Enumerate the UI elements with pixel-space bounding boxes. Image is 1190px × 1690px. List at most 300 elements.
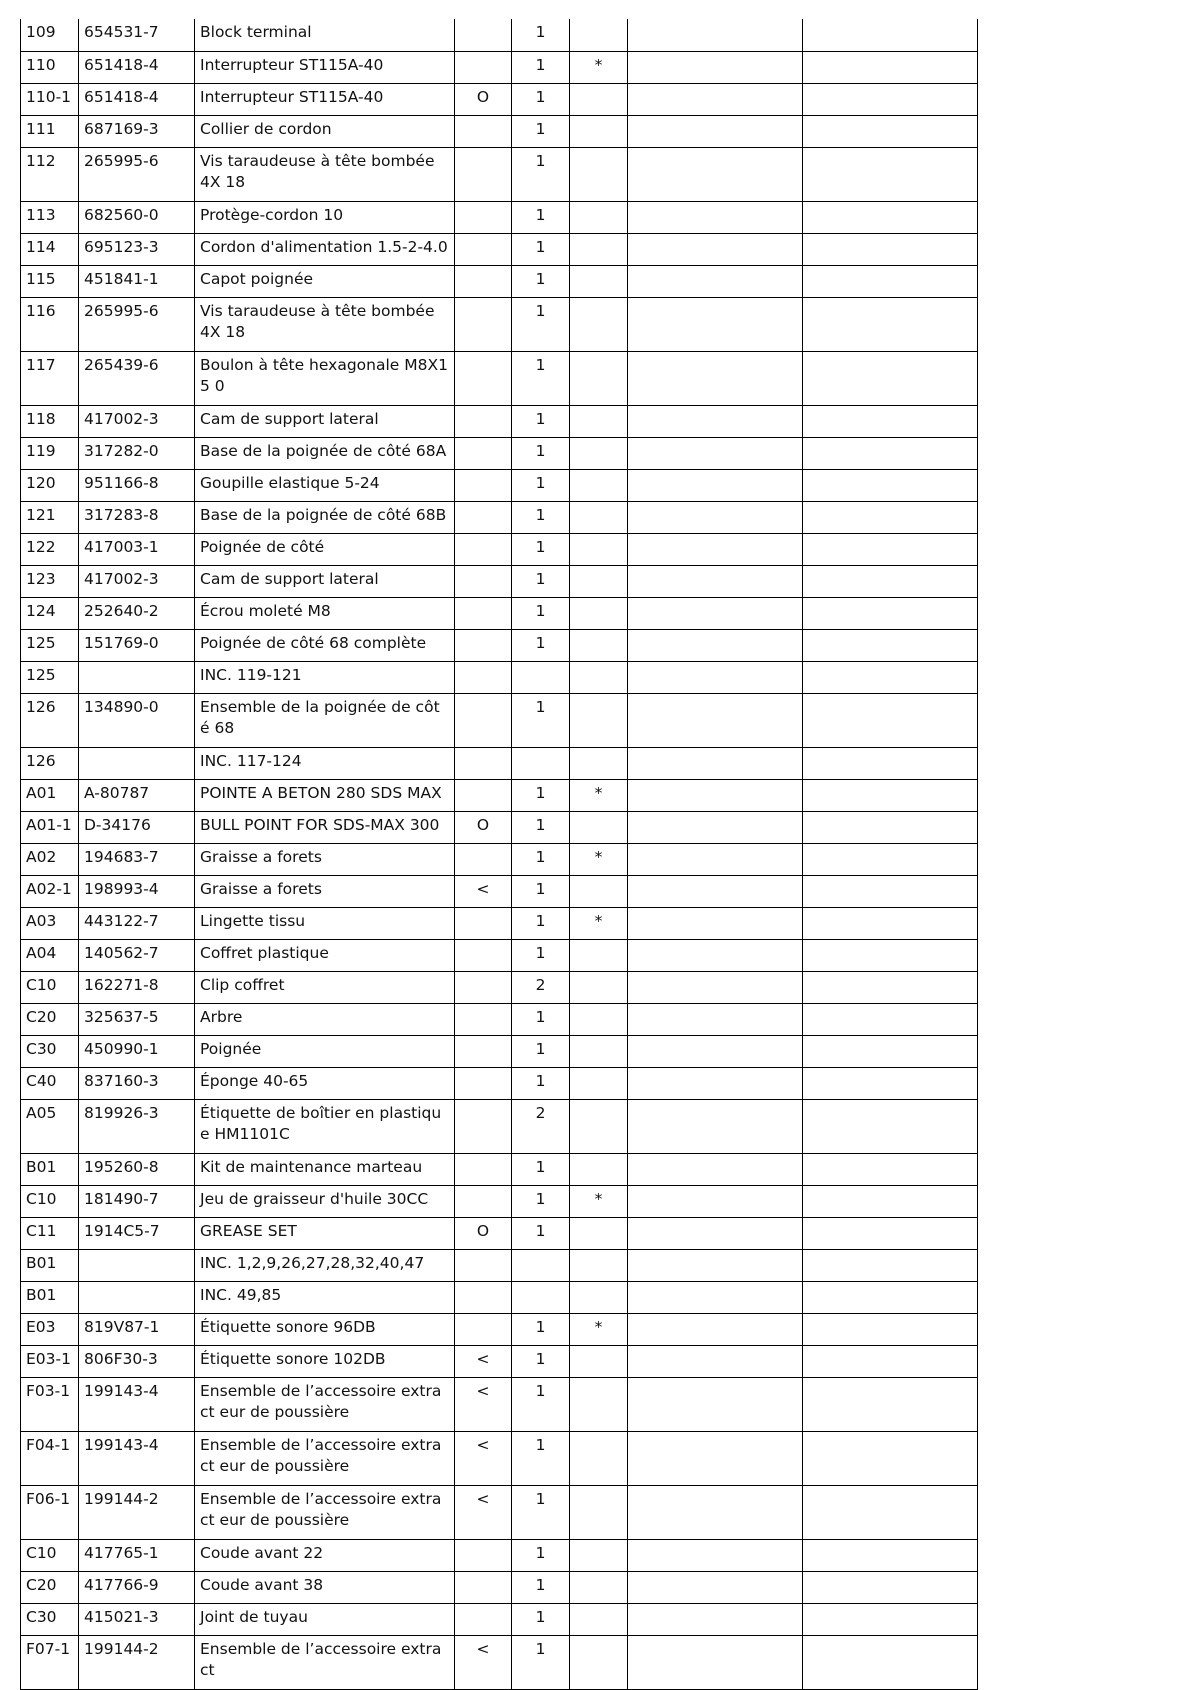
empty-cell — [628, 201, 803, 233]
quantity-cell: 1 — [512, 565, 570, 597]
item-number-cell: 125 — [21, 629, 79, 661]
empty-cell — [628, 1485, 803, 1539]
marker-cell: O — [455, 811, 512, 843]
note-cell — [570, 661, 628, 693]
item-number-cell: 112 — [21, 147, 79, 201]
marker-cell — [455, 747, 512, 779]
empty-cell — [803, 147, 978, 201]
empty-cell — [628, 233, 803, 265]
note-cell — [570, 351, 628, 405]
item-number-cell: C30 — [21, 1035, 79, 1067]
item-number-cell: C10 — [21, 971, 79, 1003]
table-row — [21, 1217, 978, 1249]
item-number-cell: 126 — [21, 747, 79, 779]
empty-cell — [803, 533, 978, 565]
quantity-cell: 1 — [512, 1539, 570, 1571]
description-cell: Coude avant 22 — [195, 1539, 455, 1571]
table-row — [21, 469, 978, 501]
note-cell — [570, 747, 628, 779]
description-cell: Éponge 40-65 — [195, 1067, 455, 1099]
empty-cell — [803, 779, 978, 811]
table-row — [21, 351, 978, 405]
part-number-cell: 195260-8 — [79, 1153, 195, 1185]
note-cell — [570, 1431, 628, 1485]
note-cell — [570, 1035, 628, 1067]
empty-cell — [628, 1539, 803, 1571]
table-row — [21, 907, 978, 939]
item-number-cell: B01 — [21, 1249, 79, 1281]
part-number-cell: 265995-6 — [79, 297, 195, 351]
empty-cell — [803, 1067, 978, 1099]
empty-cell — [803, 83, 978, 115]
item-number-cell: 114 — [21, 233, 79, 265]
quantity-cell: 1 — [512, 693, 570, 747]
item-number-cell: A04 — [21, 939, 79, 971]
empty-cell — [803, 501, 978, 533]
marker-cell — [455, 661, 512, 693]
description-cell: Graisse a forets — [195, 875, 455, 907]
note-cell: * — [570, 843, 628, 875]
quantity-cell — [512, 1281, 570, 1313]
quantity-cell: 1 — [512, 533, 570, 565]
item-number-cell: 126 — [21, 693, 79, 747]
empty-cell — [628, 501, 803, 533]
empty-cell — [803, 693, 978, 747]
empty-cell — [628, 747, 803, 779]
parts-table-body — [21, 19, 978, 1689]
empty-cell — [628, 1249, 803, 1281]
empty-cell — [803, 939, 978, 971]
part-number-cell: D-34176 — [79, 811, 195, 843]
empty-cell — [628, 1313, 803, 1345]
part-number-cell: 325637-5 — [79, 1003, 195, 1035]
item-number-cell: A01-1 — [21, 811, 79, 843]
description-cell: Étiquette sonore 96DB — [195, 1313, 455, 1345]
description-cell: Vis taraudeuse à tête bombée 4X 18 — [195, 147, 455, 201]
marker-cell: < — [455, 1377, 512, 1431]
marker-cell — [455, 405, 512, 437]
empty-cell — [803, 1539, 978, 1571]
empty-cell — [803, 1217, 978, 1249]
table-row — [21, 1635, 978, 1689]
table-row — [21, 971, 978, 1003]
table-row — [21, 1485, 978, 1539]
marker-cell: < — [455, 875, 512, 907]
note-cell — [570, 201, 628, 233]
item-number-cell: A01 — [21, 779, 79, 811]
empty-cell — [628, 469, 803, 501]
empty-cell — [803, 1635, 978, 1689]
marker-cell — [455, 779, 512, 811]
description-cell: Interrupteur ST115A-40 — [195, 83, 455, 115]
empty-cell — [628, 147, 803, 201]
description-cell: Poignée de côté 68 complète — [195, 629, 455, 661]
description-cell: GREASE SET — [195, 1217, 455, 1249]
part-number-cell: 140562-7 — [79, 939, 195, 971]
quantity-cell: 1 — [512, 501, 570, 533]
table-row — [21, 1345, 978, 1377]
part-number-cell: 181490-7 — [79, 1185, 195, 1217]
empty-cell — [628, 1067, 803, 1099]
part-number-cell: 417002-3 — [79, 405, 195, 437]
table-row — [21, 811, 978, 843]
quantity-cell: 1 — [512, 1485, 570, 1539]
empty-cell — [803, 265, 978, 297]
note-cell — [570, 405, 628, 437]
table-row — [21, 779, 978, 811]
empty-cell — [803, 661, 978, 693]
quantity-cell: 1 — [512, 1571, 570, 1603]
empty-cell — [628, 971, 803, 1003]
parts-table — [20, 19, 978, 1690]
note-cell — [570, 811, 628, 843]
description-cell: INC. 119-121 — [195, 661, 455, 693]
marker-cell: < — [455, 1431, 512, 1485]
item-number-cell: C20 — [21, 1003, 79, 1035]
table-row — [21, 1313, 978, 1345]
empty-cell — [628, 1635, 803, 1689]
note-cell — [570, 1099, 628, 1153]
quantity-cell: 1 — [512, 1313, 570, 1345]
note-cell — [570, 297, 628, 351]
part-number-cell: 199144-2 — [79, 1635, 195, 1689]
quantity-cell: 1 — [512, 1217, 570, 1249]
table-row — [21, 843, 978, 875]
marker-cell — [455, 533, 512, 565]
note-cell: * — [570, 1313, 628, 1345]
description-cell: Poignée — [195, 1035, 455, 1067]
empty-cell — [628, 1571, 803, 1603]
item-number-cell: 117 — [21, 351, 79, 405]
item-number-cell: F04-1 — [21, 1431, 79, 1485]
part-number-cell: 199143-4 — [79, 1431, 195, 1485]
marker-cell — [455, 1249, 512, 1281]
quantity-cell: 1 — [512, 351, 570, 405]
quantity-cell: 1 — [512, 939, 570, 971]
empty-cell — [628, 1377, 803, 1431]
part-number-cell: 819926-3 — [79, 1099, 195, 1153]
empty-cell — [803, 1099, 978, 1153]
empty-cell — [628, 779, 803, 811]
description-cell: Ensemble de l’accessoire extract eur de poussière — [195, 1431, 455, 1485]
part-number-cell: 451841-1 — [79, 265, 195, 297]
description-cell: Joint de tuyau — [195, 1603, 455, 1635]
description-cell: Protège-cordon 10 — [195, 201, 455, 233]
marker-cell: O — [455, 83, 512, 115]
description-cell: Base de la poignée de côté 68A — [195, 437, 455, 469]
part-number-cell: 417766-9 — [79, 1571, 195, 1603]
note-cell — [570, 115, 628, 147]
quantity-cell: 1 — [512, 147, 570, 201]
part-number-cell — [79, 1249, 195, 1281]
item-number-cell: 118 — [21, 405, 79, 437]
empty-cell — [803, 1603, 978, 1635]
table-row — [21, 1377, 978, 1431]
quantity-cell: 1 — [512, 297, 570, 351]
note-cell — [570, 597, 628, 629]
empty-cell — [628, 661, 803, 693]
marker-cell — [455, 19, 512, 51]
empty-cell — [628, 265, 803, 297]
table-row — [21, 747, 978, 779]
empty-cell — [628, 351, 803, 405]
marker-cell — [455, 1603, 512, 1635]
quantity-cell: 1 — [512, 907, 570, 939]
marker-cell: < — [455, 1485, 512, 1539]
part-number-cell — [79, 661, 195, 693]
description-cell: Base de la poignée de côté 68B — [195, 501, 455, 533]
empty-cell — [803, 1377, 978, 1431]
marker-cell — [455, 1099, 512, 1153]
description-cell: Ensemble de l’accessoire extract eur de poussière — [195, 1377, 455, 1431]
note-cell — [570, 939, 628, 971]
item-number-cell: B01 — [21, 1153, 79, 1185]
table-row — [21, 533, 978, 565]
description-cell: Étiquette de boîtier en plastique HM1101C — [195, 1099, 455, 1153]
marker-cell — [455, 265, 512, 297]
note-cell — [570, 83, 628, 115]
description-cell: BULL POINT FOR SDS-MAX 300 — [195, 811, 455, 843]
description-cell: Arbre — [195, 1003, 455, 1035]
marker-cell — [455, 565, 512, 597]
part-number-cell: 951166-8 — [79, 469, 195, 501]
quantity-cell: 1 — [512, 1153, 570, 1185]
part-number-cell: 199143-4 — [79, 1377, 195, 1431]
empty-cell — [628, 1099, 803, 1153]
item-number-cell: F07-1 — [21, 1635, 79, 1689]
marker-cell — [455, 1539, 512, 1571]
part-number-cell: 415021-3 — [79, 1603, 195, 1635]
note-cell — [570, 1153, 628, 1185]
note-cell — [570, 533, 628, 565]
table-row — [21, 1603, 978, 1635]
note-cell: * — [570, 51, 628, 83]
description-cell: Étiquette sonore 102DB — [195, 1345, 455, 1377]
quantity-cell: 2 — [512, 1099, 570, 1153]
item-number-cell: C10 — [21, 1185, 79, 1217]
empty-cell — [628, 19, 803, 51]
table-row — [21, 233, 978, 265]
part-number-cell: 837160-3 — [79, 1067, 195, 1099]
description-cell: Goupille elastique 5-24 — [195, 469, 455, 501]
description-cell: Collier de cordon — [195, 115, 455, 147]
table-row — [21, 501, 978, 533]
item-number-cell: 119 — [21, 437, 79, 469]
part-number-cell: 134890-0 — [79, 693, 195, 747]
item-number-cell: 121 — [21, 501, 79, 533]
item-number-cell: 123 — [21, 565, 79, 597]
marker-cell — [455, 843, 512, 875]
table-row — [21, 437, 978, 469]
item-number-cell: E03 — [21, 1313, 79, 1345]
note-cell — [570, 501, 628, 533]
marker-cell — [455, 1153, 512, 1185]
quantity-cell: 1 — [512, 19, 570, 51]
empty-cell — [803, 297, 978, 351]
item-number-cell: C40 — [21, 1067, 79, 1099]
empty-cell — [803, 811, 978, 843]
quantity-cell: 1 — [512, 597, 570, 629]
marker-cell — [455, 1003, 512, 1035]
empty-cell — [803, 1153, 978, 1185]
part-number-cell: 819V87-1 — [79, 1313, 195, 1345]
quantity-cell: 1 — [512, 1185, 570, 1217]
empty-cell — [628, 843, 803, 875]
empty-cell — [628, 693, 803, 747]
part-number-cell: 265439-6 — [79, 351, 195, 405]
part-number-cell: 265995-6 — [79, 147, 195, 201]
part-number-cell: 162271-8 — [79, 971, 195, 1003]
table-row — [21, 1035, 978, 1067]
empty-cell — [803, 1281, 978, 1313]
part-number-cell: A-80787 — [79, 779, 195, 811]
empty-cell — [628, 437, 803, 469]
marker-cell — [455, 1035, 512, 1067]
part-number-cell — [79, 747, 195, 779]
quantity-cell — [512, 747, 570, 779]
item-number-cell: C30 — [21, 1603, 79, 1635]
item-number-cell: 116 — [21, 297, 79, 351]
marker-cell: < — [455, 1635, 512, 1689]
empty-cell — [803, 1431, 978, 1485]
table-row — [21, 693, 978, 747]
note-cell — [570, 1485, 628, 1539]
part-number-cell: 417765-1 — [79, 1539, 195, 1571]
note-cell — [570, 469, 628, 501]
note-cell — [570, 693, 628, 747]
description-cell: Ensemble de l’accessoire extract — [195, 1635, 455, 1689]
quantity-cell: 1 — [512, 437, 570, 469]
marker-cell: O — [455, 1217, 512, 1249]
note-cell — [570, 265, 628, 297]
empty-cell — [628, 597, 803, 629]
marker-cell — [455, 1281, 512, 1313]
item-number-cell: A03 — [21, 907, 79, 939]
description-cell: Clip coffret — [195, 971, 455, 1003]
description-cell: Graisse a forets — [195, 843, 455, 875]
empty-cell — [628, 405, 803, 437]
note-cell — [570, 629, 628, 661]
quantity-cell — [512, 1249, 570, 1281]
description-cell: Cam de support lateral — [195, 405, 455, 437]
description-cell: Cordon d'alimentation 1.5-2-4.0 — [195, 233, 455, 265]
parts-list-page — [20, 19, 978, 1690]
empty-cell — [628, 939, 803, 971]
empty-cell — [803, 469, 978, 501]
item-number-cell: 109 — [21, 19, 79, 51]
empty-cell — [628, 1035, 803, 1067]
empty-cell — [803, 843, 978, 875]
quantity-cell: 1 — [512, 51, 570, 83]
quantity-cell: 1 — [512, 779, 570, 811]
item-number-cell: 110 — [21, 51, 79, 83]
marker-cell — [455, 1313, 512, 1345]
empty-cell — [628, 1345, 803, 1377]
empty-cell — [628, 115, 803, 147]
table-row — [21, 661, 978, 693]
note-cell — [570, 565, 628, 597]
part-number-cell: 695123-3 — [79, 233, 195, 265]
description-cell: Kit de maintenance marteau — [195, 1153, 455, 1185]
description-cell: INC. 49,85 — [195, 1281, 455, 1313]
description-cell: Lingette tissu — [195, 907, 455, 939]
quantity-cell: 1 — [512, 811, 570, 843]
empty-cell — [803, 233, 978, 265]
empty-cell — [628, 565, 803, 597]
part-number-cell: 1914C5-7 — [79, 1217, 195, 1249]
description-cell: POINTE A BETON 280 SDS MAX — [195, 779, 455, 811]
note-cell — [570, 1249, 628, 1281]
description-cell: Cam de support lateral — [195, 565, 455, 597]
empty-cell — [628, 875, 803, 907]
description-cell: Vis taraudeuse à tête bombée 4X 18 — [195, 297, 455, 351]
note-cell — [570, 1377, 628, 1431]
marker-cell: < — [455, 1345, 512, 1377]
empty-cell — [628, 533, 803, 565]
part-number-cell: 687169-3 — [79, 115, 195, 147]
part-number-cell: 198993-4 — [79, 875, 195, 907]
part-number-cell: 806F30-3 — [79, 1345, 195, 1377]
description-cell: Interrupteur ST115A-40 — [195, 51, 455, 83]
quantity-cell: 1 — [512, 1067, 570, 1099]
item-number-cell: C10 — [21, 1539, 79, 1571]
empty-cell — [803, 437, 978, 469]
quantity-cell: 1 — [512, 1003, 570, 1035]
note-cell: * — [570, 907, 628, 939]
note-cell: * — [570, 779, 628, 811]
description-cell: Coffret plastique — [195, 939, 455, 971]
item-number-cell: 110-1 — [21, 83, 79, 115]
empty-cell — [628, 1281, 803, 1313]
part-number-cell: 450990-1 — [79, 1035, 195, 1067]
empty-cell — [803, 1249, 978, 1281]
note-cell — [570, 1217, 628, 1249]
part-number-cell: 417003-1 — [79, 533, 195, 565]
marker-cell — [455, 297, 512, 351]
part-number-cell: 317283-8 — [79, 501, 195, 533]
marker-cell — [455, 1067, 512, 1099]
part-number-cell — [79, 1281, 195, 1313]
marker-cell — [455, 115, 512, 147]
empty-cell — [628, 297, 803, 351]
marker-cell — [455, 147, 512, 201]
quantity-cell: 1 — [512, 233, 570, 265]
table-row — [21, 1281, 978, 1313]
quantity-cell: 1 — [512, 875, 570, 907]
part-number-cell: 682560-0 — [79, 201, 195, 233]
table-row — [21, 597, 978, 629]
empty-cell — [803, 875, 978, 907]
marker-cell — [455, 501, 512, 533]
note-cell — [570, 1603, 628, 1635]
empty-cell — [803, 1485, 978, 1539]
part-number-cell: 654531-7 — [79, 19, 195, 51]
note-cell — [570, 233, 628, 265]
item-number-cell: 122 — [21, 533, 79, 565]
marker-cell — [455, 233, 512, 265]
table-row — [21, 147, 978, 201]
description-cell: Écrou moleté M8 — [195, 597, 455, 629]
table-row — [21, 1185, 978, 1217]
empty-cell — [628, 1153, 803, 1185]
quantity-cell: 1 — [512, 201, 570, 233]
empty-cell — [628, 629, 803, 661]
description-cell: INC. 1,2,9,26,27,28,32,40,47 — [195, 1249, 455, 1281]
empty-cell — [628, 1185, 803, 1217]
part-number-cell: 443122-7 — [79, 907, 195, 939]
item-number-cell: F03-1 — [21, 1377, 79, 1431]
description-cell: Poignée de côté — [195, 533, 455, 565]
